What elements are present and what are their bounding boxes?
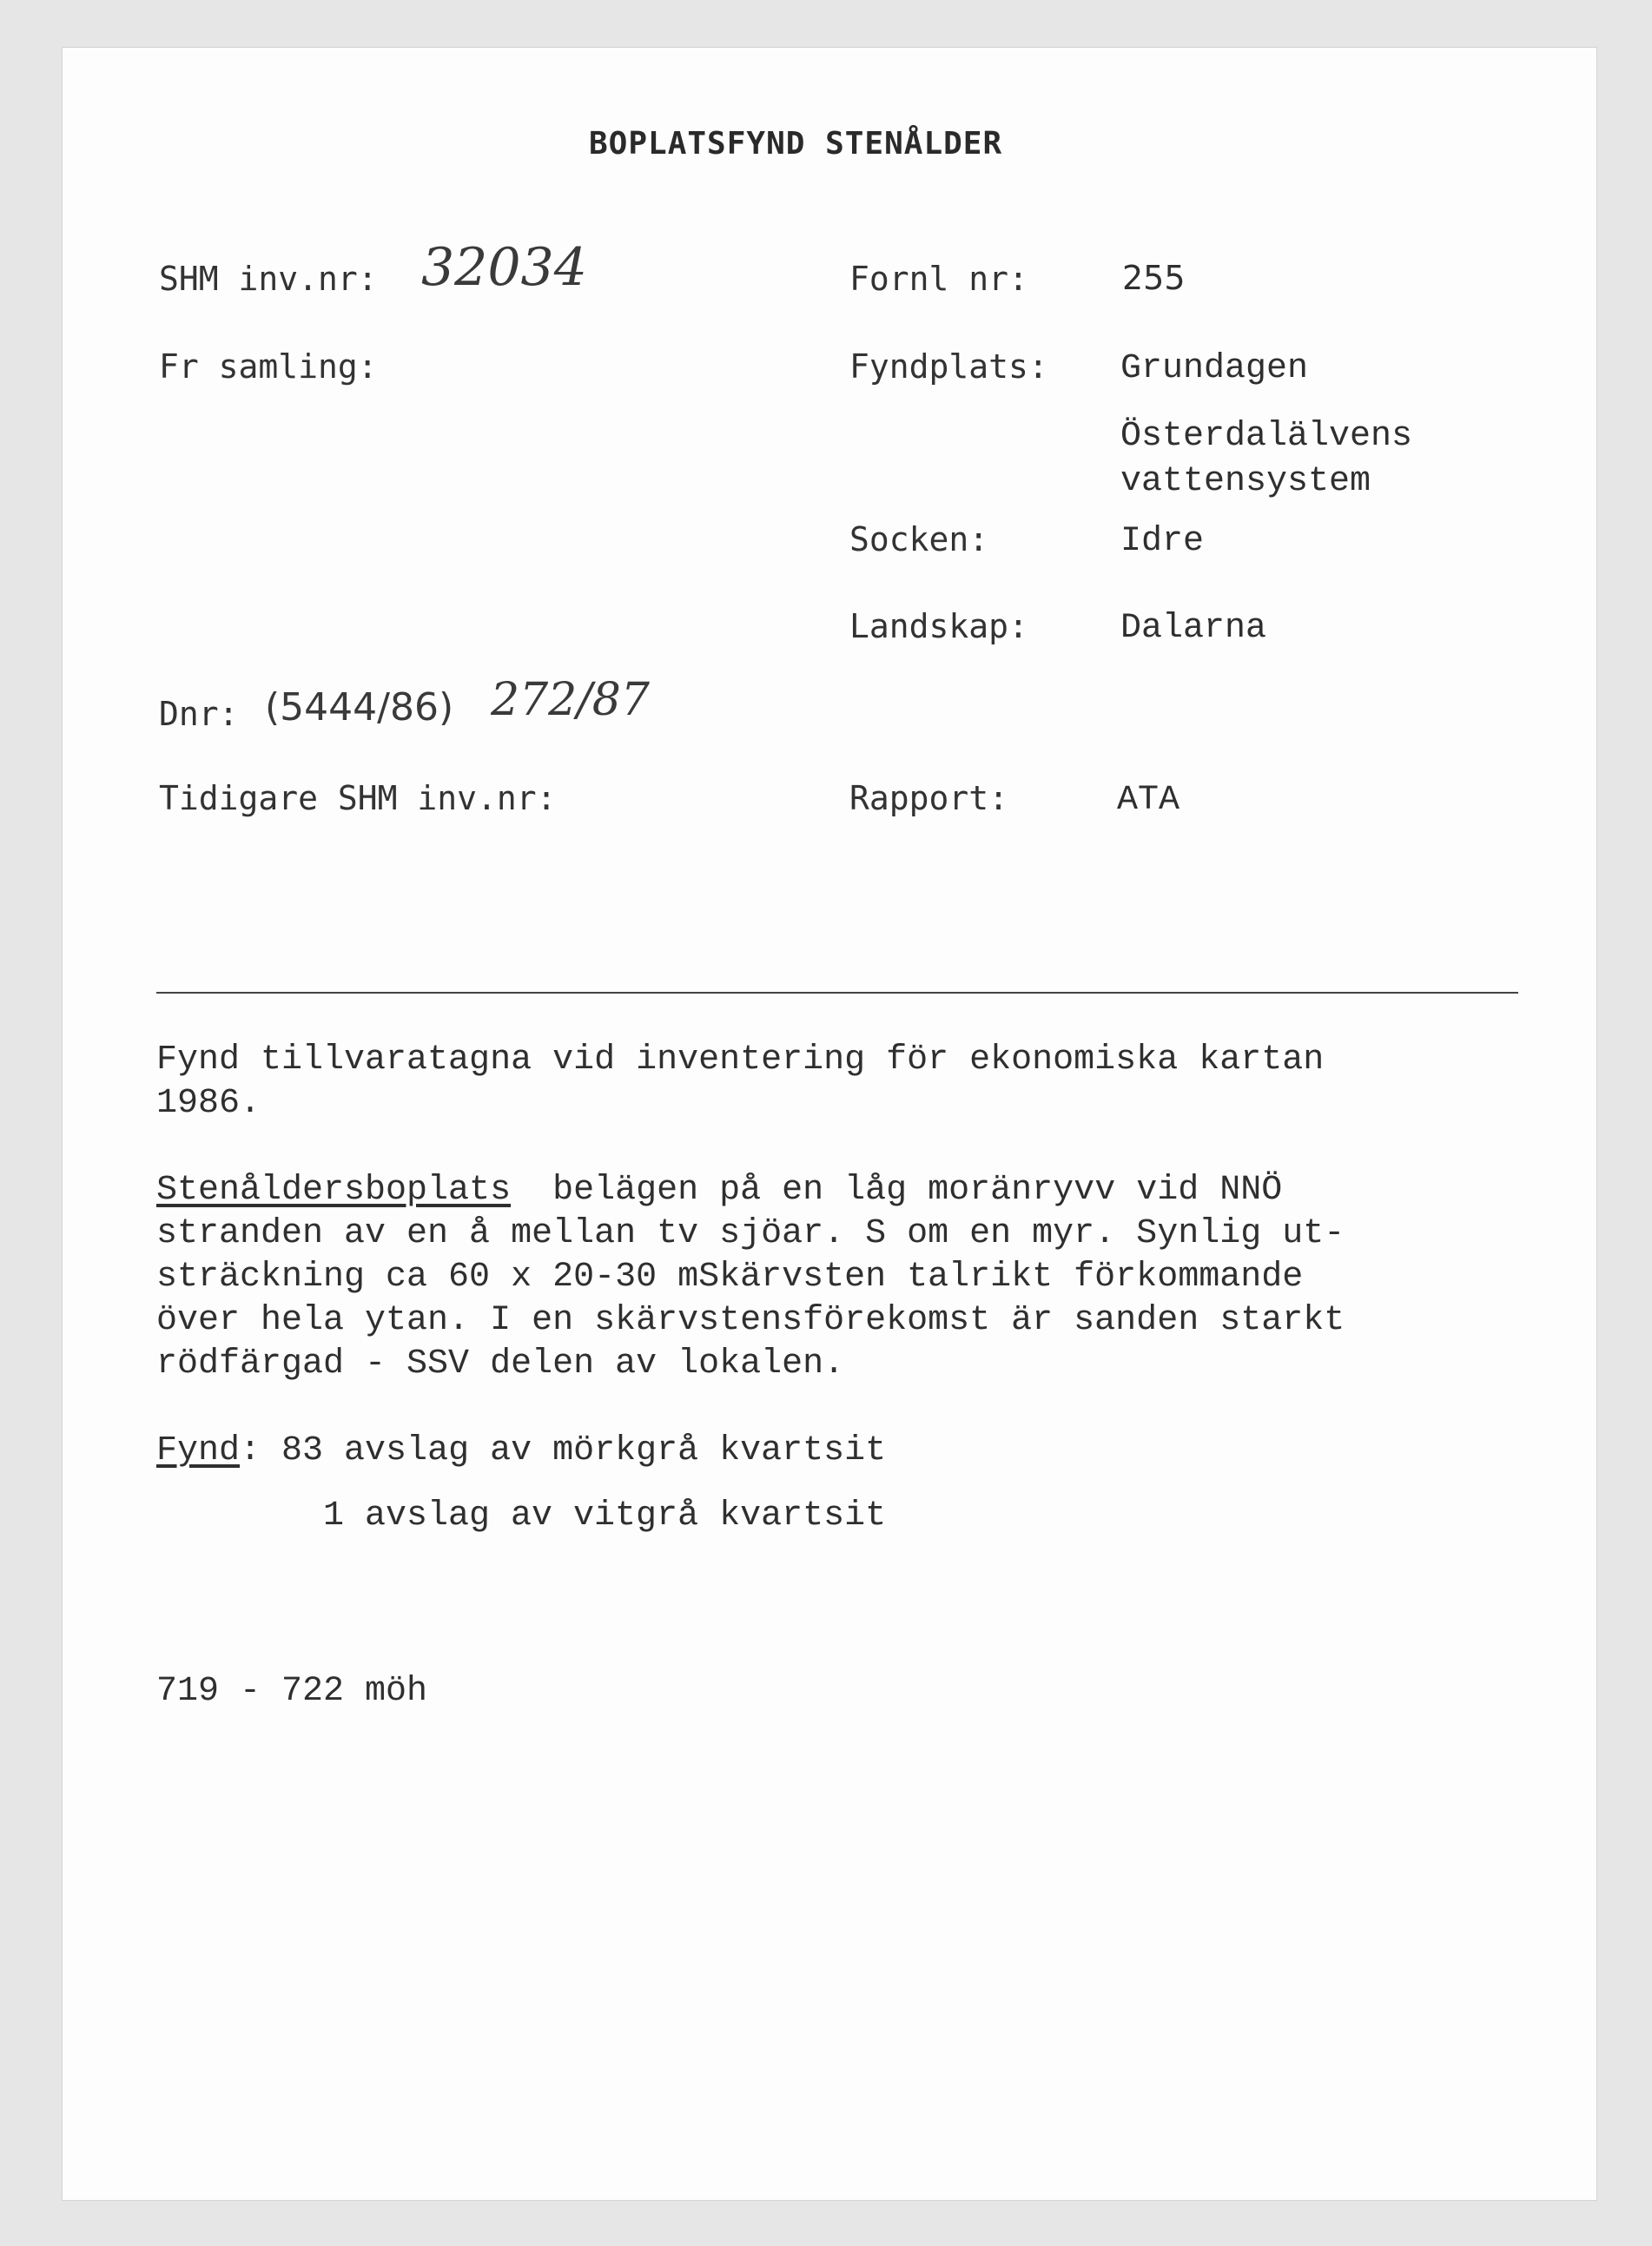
fynd-line-1 xyxy=(156,1430,886,1473)
fynd-label: Fynd xyxy=(156,1431,241,1470)
fynd-item-1: 83 avslag av mörkgrå kvartsit xyxy=(261,1431,887,1470)
fynd-item-2: 1 avslag av vitgrå kvartsit xyxy=(323,1496,887,1536)
dnr-handwritten: 272/87 xyxy=(491,674,650,726)
card-title: BOPLATSFYND STENÅLDER xyxy=(589,126,1003,162)
fyndplats-value: Grundagen xyxy=(1120,349,1309,388)
dnr-value: (5444/86) xyxy=(265,685,454,730)
fornl-value: 255 xyxy=(1122,259,1186,297)
elevation: 719 - 722 möh xyxy=(156,1672,428,1711)
fr-samling-label: Fr samling: xyxy=(159,347,378,386)
shm-inv-label: SHM inv.nr: xyxy=(159,260,378,298)
description-line-5: rödfärgad - SSV delen av lokalen. xyxy=(156,1344,845,1384)
description-line-4: över hela ytan. I en skärvstensförekomst är sanden starkt xyxy=(156,1301,1345,1340)
rapport-label: Rapport: xyxy=(849,779,1009,817)
rapport-value: ATA xyxy=(1117,781,1180,820)
description-line-3: sträckning ca 60 x 20-30 mSkärvsten talrikt förkommande xyxy=(156,1258,1304,1297)
intro-line-1: Fynd tillvaratagna vid inventering för ekonomiska kartan xyxy=(156,1040,1325,1080)
divider-line xyxy=(156,992,1518,994)
description-heading: Stenåldersboplats xyxy=(156,1171,512,1210)
shm-inv-value: 32034 xyxy=(421,237,587,298)
tidigare-shm-label: Tidigare SHM inv.nr: xyxy=(159,779,557,817)
description-line-2: stranden av en å mellan tv sjöar. S om en myr. Synlig ut- xyxy=(156,1214,1345,1253)
intro-line-2: 1986. xyxy=(156,1084,261,1123)
vattensystem-line2: vattensystem xyxy=(1120,462,1371,501)
socken-label: Socken: xyxy=(849,520,989,558)
description-line-1-rest: belägen på en låg moränryvv vid NNÖ xyxy=(511,1171,1283,1210)
fornl-label: Fornl nr: xyxy=(849,260,1028,298)
description-line-1 xyxy=(156,1169,1282,1212)
vattensystem-line1: Österdalälvens xyxy=(1120,417,1413,456)
fynd-colon: : xyxy=(240,1431,261,1470)
landskap-label: Landskap: xyxy=(849,607,1028,645)
socken-value: Idre xyxy=(1120,522,1205,561)
dnr-label: Dnr: xyxy=(159,695,239,733)
landskap-value: Dalarna xyxy=(1120,609,1267,648)
fyndplats-label: Fyndplats: xyxy=(849,347,1048,386)
